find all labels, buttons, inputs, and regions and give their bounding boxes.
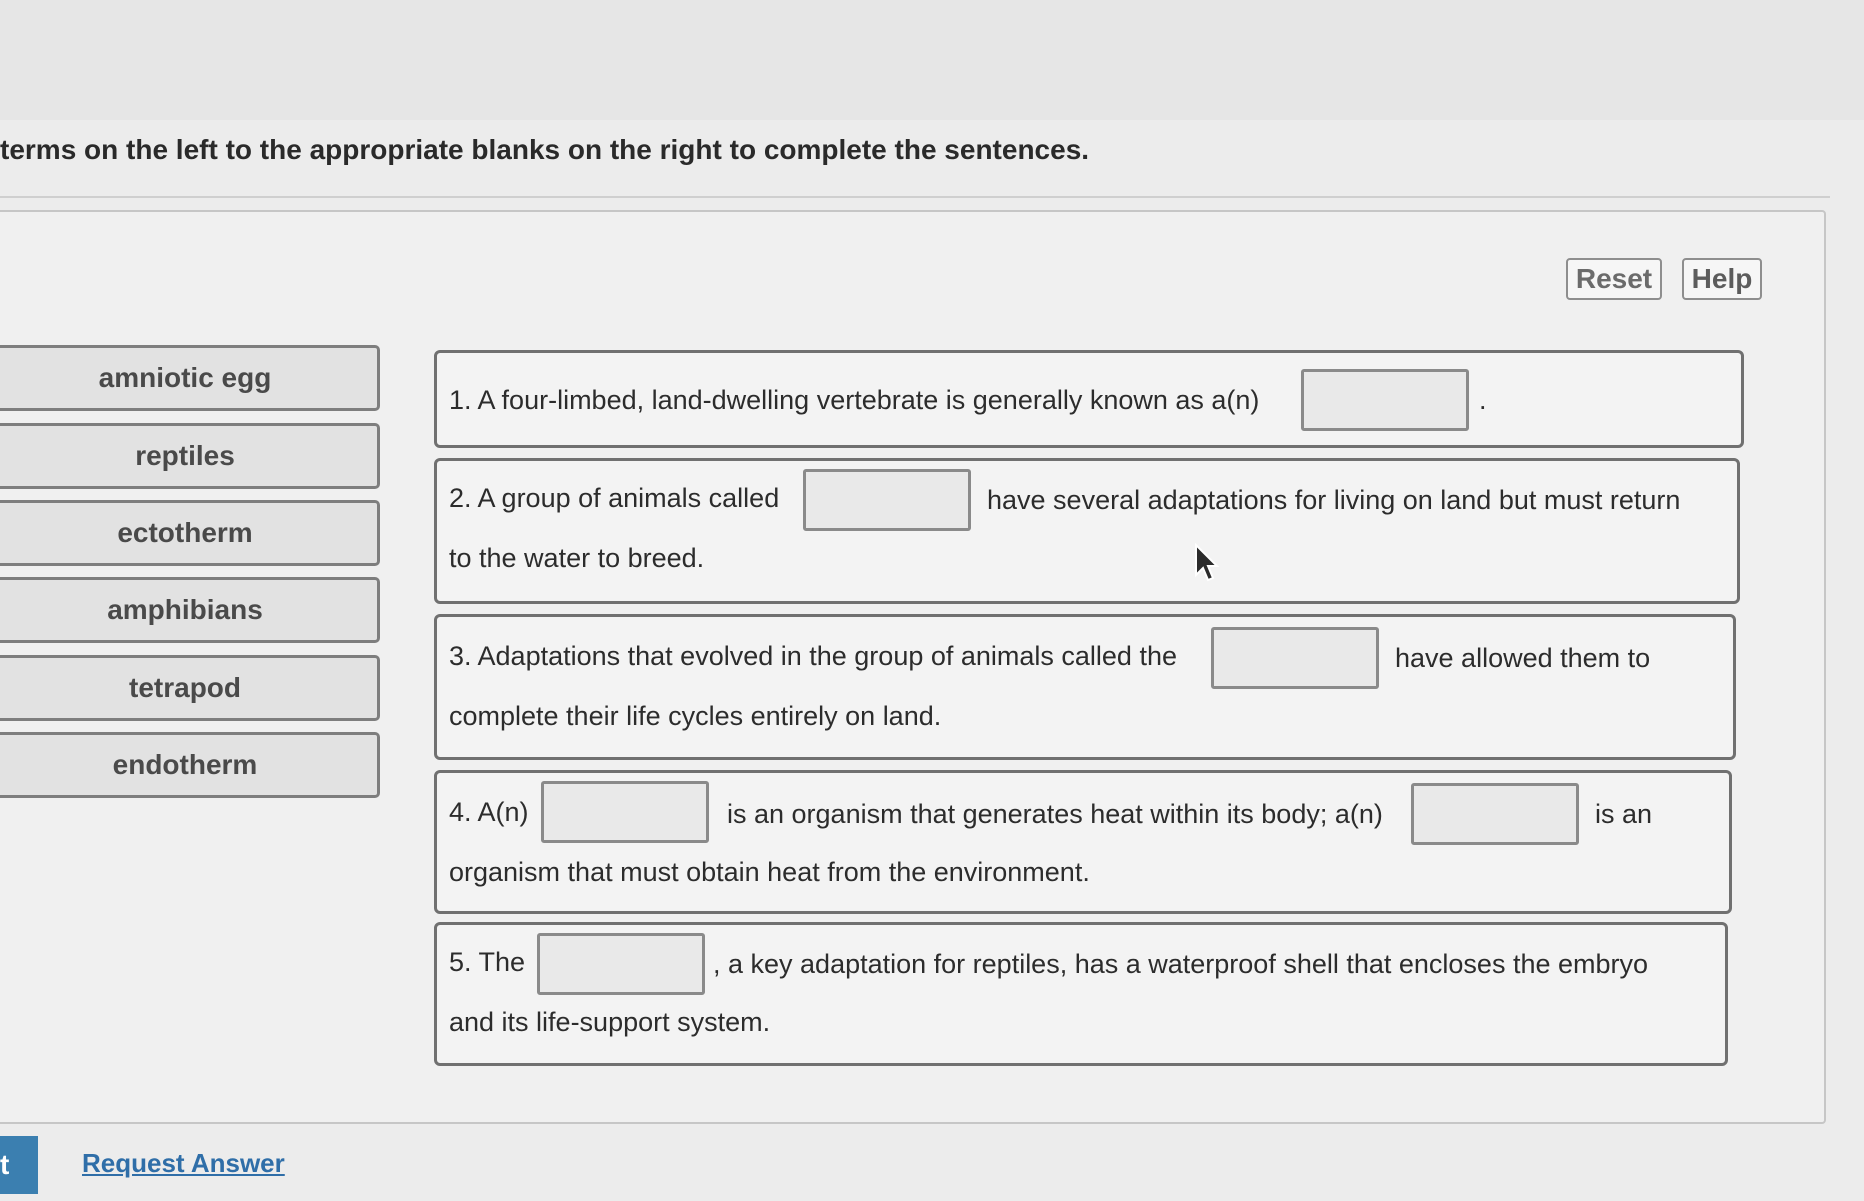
divider (0, 196, 1830, 198)
q4-text-b: is an organism that generates heat within its body; a(n) (727, 799, 1383, 829)
mouse-pointer-icon (1194, 543, 1220, 583)
q2-text-a: 2. A group of animals called (449, 483, 780, 513)
submit-button[interactable]: t (0, 1136, 38, 1194)
q1-blank[interactable] (1301, 369, 1469, 431)
term-endotherm[interactable]: endotherm (0, 732, 380, 798)
header-band (0, 0, 1864, 120)
q4-blank-ectotherm[interactable] (1411, 783, 1579, 845)
q2-text-c: to the water to breed. (449, 543, 705, 573)
question-3 (434, 614, 1736, 760)
q3-text-b: have allowed them to (1395, 643, 1651, 673)
question-1 (434, 350, 1744, 448)
question-4 (434, 770, 1732, 914)
q2-text-b: have several adaptations for living on land but must return (987, 485, 1681, 515)
q3-blank[interactable] (1211, 627, 1379, 689)
request-answer-link[interactable]: Request Answer (82, 1148, 285, 1178)
q5-text-a: 5. The (449, 947, 526, 977)
q1-text-a: 1. A four-limbed, land-dwelling vertebrate is generally known as a(n) (449, 385, 1260, 415)
q5-text-c: and its life-support system. (449, 1007, 771, 1037)
q2-blank[interactable] (803, 469, 971, 531)
term-tetrapod[interactable]: tetrapod (0, 655, 380, 721)
term-reptiles[interactable]: reptiles (0, 423, 380, 489)
reset-button[interactable]: Reset (1566, 258, 1662, 300)
instructions-text: terms on the left to the appropriate blanks on the right to complete the sentences. (0, 134, 1090, 165)
term-amniotic-egg[interactable]: amniotic egg (0, 345, 380, 411)
q5-text-b: , a key adaptation for reptiles, has a waterproof shell that encloses the embryo (713, 949, 1649, 979)
question-5 (434, 922, 1728, 1066)
q3-text-a: 3. Adaptations that evolved in the group of animals called the (449, 641, 1177, 671)
term-ectotherm[interactable]: ectotherm (0, 500, 380, 566)
q4-text-c: is an (1595, 799, 1653, 829)
q4-text-d: organism that must obtain heat from the environment. (449, 857, 1090, 887)
q3-text-c: complete their life cycles entirely on land. (449, 701, 942, 731)
question-2 (434, 458, 1740, 604)
q4-text-a: 4. A(n) (449, 797, 529, 827)
q1-text-b: . (1479, 385, 1487, 415)
q4-blank-endotherm[interactable] (541, 781, 709, 843)
help-button[interactable]: Help (1682, 258, 1762, 300)
q5-blank[interactable] (537, 933, 705, 995)
term-amphibians[interactable]: amphibians (0, 577, 380, 643)
